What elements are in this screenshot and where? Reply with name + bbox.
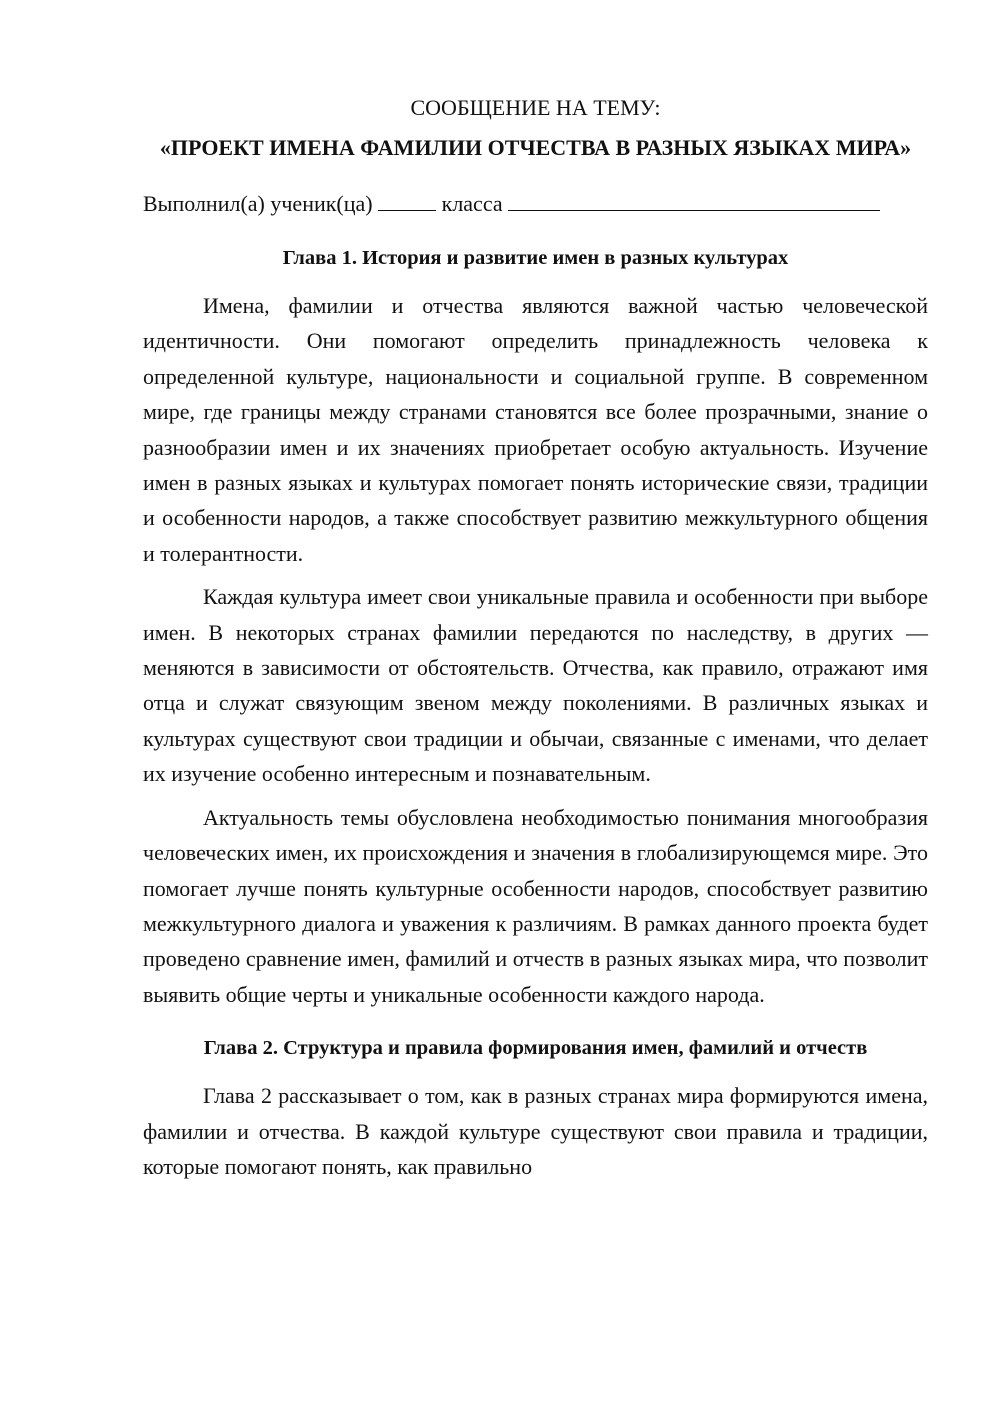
chapter-1-paragraph-3: Актуальность темы обусловлена необходимостью понимания многообразия человеческих имен, их происхождения и значения в глобализирующемся мире. Это помогает лучше понять культурные особенности народов, способствует развитию межкультурного диалога и уважения к различиям. В рамках данного проекта будет проведено сравнение имен, фамилий и отчеств в разных языках мира, что позволит выявить общие черты и уникальные особенности каждого народа.	[143, 804, 928, 1007]
chapter-1-heading: Глава 1. История и развитие имен в разных культурах	[282, 247, 789, 269]
document-title: «ПРОЕКТ ИМЕНА ФАМИЛИИ ОТЧЕСТВА В РАЗНЫХ ЯЗЫКАХ МИРА»	[159, 135, 912, 160]
chapter-1-paragraph-2: Каждая культура имеет свои уникальные правила и особенности при выборе имен. В некоторых странах фамилии передаются по наследству, в других — меняются в зависимости от обстоятельств. Отчества, как правило, отражают имя отца и служат связующим звеном между поколениями. В различных языках и культурах существуют свои традиции и обычаи, связанные с именами, что делает их изучение особенно интересным и познавательным.	[143, 584, 928, 787]
chapter-2-heading: Глава 2. Структура и правила формирования имен, фамилий и отчеств	[203, 1037, 868, 1060]
student-name-blank	[508, 188, 880, 211]
document-pre-title: СООБЩЕНИЕ НА ТЕМУ:	[410, 95, 661, 120]
author-prefix: Выполнил(а) ученик(ца)	[143, 191, 373, 216]
class-number-blank	[378, 188, 436, 211]
author-class-word: класса	[441, 191, 503, 216]
chapter-1-paragraph-1: Имена, фамилии и отчества являются важной частью человеческой идентичности. Они помогают определить принадлежность человека к определенной культуре, национальности и социальной группе. В современном мире, где границы между странами становятся все более прозрачными, знание о разнообразии имен и их значениях приобретает особую актуальность. Изучение имен в разных языках и культурах помогает понять исторические связи, традиции и особенности народов, а также способствует развитию межкультурного общения и толерантности.	[143, 293, 928, 566]
document-page	[143, 88, 928, 1184]
author-line	[143, 186, 928, 222]
chapter-2-paragraph-1: Глава 2 рассказывает о том, как в разных странах мира формируются имена, фамилии и отчества. В каждой культуре существуют свои правила и традиции, которые помогают понять, как правильно	[143, 1083, 928, 1179]
